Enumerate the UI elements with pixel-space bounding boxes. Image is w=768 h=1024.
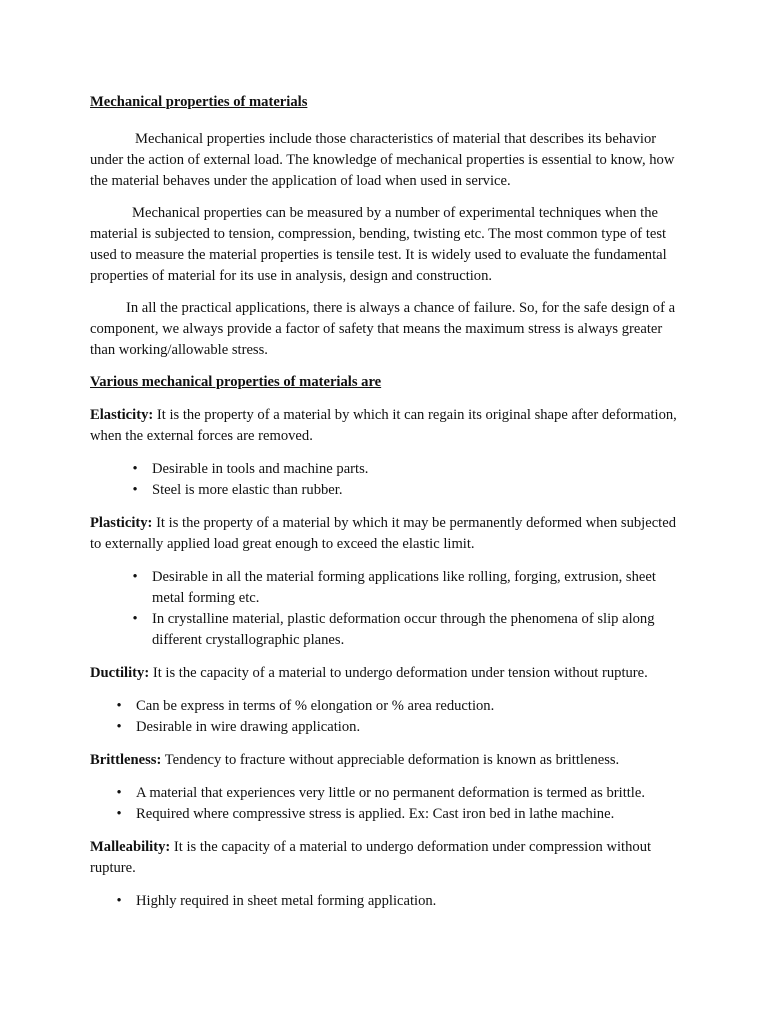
property-term: Plasticity: bbox=[90, 515, 153, 531]
list-item-text: Can be express in terms of % elongation or % area reduction. bbox=[136, 698, 495, 714]
property-term: Elasticity: bbox=[90, 407, 154, 423]
measurement-paragraph: Mechanical properties can be measured by a number of experimental techniques when the material is subjected to tension, compression, bending, twisting etc. The most common type of test used to measure the material properties is tensile test. It is widely used to evaluate the fundamental properties of material for its use in analysis, design and construction. bbox=[90, 205, 667, 284]
list-item bbox=[90, 783, 678, 804]
bullet-icon: • bbox=[116, 785, 122, 801]
bullet-icon: • bbox=[116, 698, 122, 714]
bullet-icon: • bbox=[132, 569, 138, 585]
list-item bbox=[90, 459, 678, 480]
list-item-text: Steel is more elastic than rubber. bbox=[152, 482, 343, 498]
list-item bbox=[90, 567, 678, 609]
property-definition: It is the capacity of a material to undergo deformation under tension without rupture. bbox=[149, 665, 648, 681]
bullet-icon: • bbox=[132, 482, 138, 498]
property-malleability bbox=[90, 837, 678, 879]
list-item-text: Highly required in sheet metal forming application. bbox=[136, 893, 437, 909]
list-item-text: Desirable in tools and machine parts. bbox=[152, 461, 369, 477]
document-title: Mechanical properties of materials bbox=[90, 94, 308, 110]
bullet-icon: • bbox=[116, 806, 122, 822]
bullet-icon: • bbox=[116, 719, 122, 735]
property-term: Brittleness: bbox=[90, 752, 162, 768]
list-item-text: Desirable in wire drawing application. bbox=[136, 719, 361, 735]
property-term: Malleability: bbox=[90, 839, 171, 855]
list-item-text: Required where compressive stress is applied. Ex: Cast iron bed in lathe machine. bbox=[136, 806, 615, 822]
list-item bbox=[90, 480, 678, 501]
section-subheading: Various mechanical properties of materials are bbox=[90, 374, 382, 390]
bullet-icon: • bbox=[132, 611, 138, 627]
list-item-text: In crystalline material, plastic deformation occur through the phenomena of slip along different crystallographic planes. bbox=[152, 611, 655, 648]
property-bullets bbox=[90, 891, 678, 912]
bullet-icon: • bbox=[132, 461, 138, 477]
property-bullets bbox=[90, 696, 678, 738]
property-definition: Tendency to fracture without appreciable deformation is known as brittleness. bbox=[161, 752, 620, 768]
property-bullets bbox=[90, 567, 678, 651]
list-item-text: Desirable in all the material forming applications like rolling, forging, extrusion, sheet metal forming etc. bbox=[152, 569, 656, 606]
list-item bbox=[90, 804, 678, 825]
property-bullets bbox=[90, 783, 678, 825]
list-item bbox=[90, 696, 678, 717]
intro-paragraph: Mechanical properties include those characteristics of material that describes its behavior under the action of external load. The knowledge of mechanical properties is essential to know, how the material behaves under the application of load when used in service. bbox=[90, 131, 675, 189]
property-definition: It is the capacity of a material to undergo deformation under compression without rupture. bbox=[90, 839, 652, 876]
list-item-text: A material that experiences very little or no permanent deformation is termed as brittle. bbox=[136, 785, 645, 801]
bullet-icon: • bbox=[116, 893, 122, 909]
list-item bbox=[90, 609, 678, 651]
list-item bbox=[90, 717, 678, 738]
property-bullets bbox=[90, 459, 678, 501]
property-ductility bbox=[90, 663, 678, 684]
property-term: Ductility: bbox=[90, 665, 150, 681]
property-definition: It is the property of a material by which it may be permanently deformed when subjected to externally applied load great enough to exceed the elastic limit. bbox=[90, 515, 677, 552]
property-elasticity bbox=[90, 405, 678, 447]
property-plasticity bbox=[90, 513, 678, 555]
property-definition: It is the property of a material by which it can regain its original shape after deformation, when the external forces are removed. bbox=[90, 407, 677, 444]
list-item bbox=[90, 891, 678, 912]
safety-paragraph: In all the practical applications, there is always a chance of failure. So, for the safe design of a component, we always provide a factor of safety that means the maximum stress is always greater than working/allowable stress. bbox=[90, 300, 676, 358]
property-brittleness bbox=[90, 750, 678, 771]
